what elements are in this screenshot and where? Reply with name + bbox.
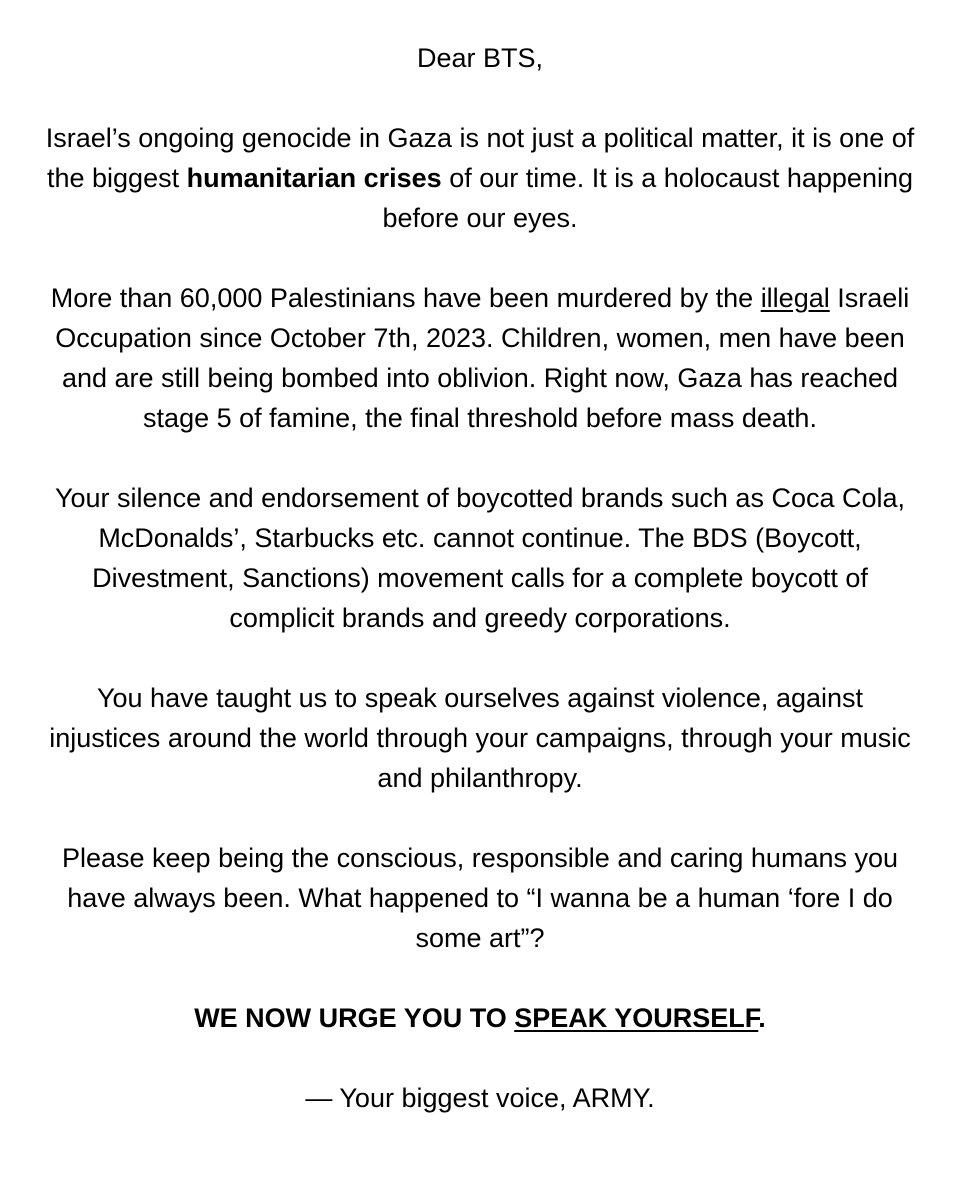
paragraph-genocide	[40, 118, 920, 238]
paragraph-casualties-text-a: More than 60,000 Palestinians have been murdered by the	[50, 283, 761, 313]
speak-yourself-underlined: SPEAK YOURSELF	[514, 1003, 759, 1033]
urge-text-b: .	[758, 1003, 766, 1033]
urge-statement	[40, 998, 920, 1038]
letter-greeting: Dear BTS,	[416, 43, 544, 73]
paragraph-genocide-text-a: Israel’s ongoing genocide in Gaza is not just a political matter, it is one of the biggest	[45, 123, 915, 193]
humanitarian-crises-emphasis: humanitarian crises	[186, 163, 442, 193]
paragraph-casualties-text-b: Israeli Occupation since October 7th, 2023. Children, women, men have been and are still being bombed into oblivion. Right now, Gaza has reached stage 5 of famine, the final threshold before mass death.	[55, 283, 910, 433]
letter-signature: — Your biggest voice, ARMY.	[305, 1083, 655, 1113]
illegal-underlined-word: illegal	[760, 283, 830, 313]
paragraph-plea: Please keep being the conscious, responsible and caring humans you have always been. What happened to “I wanna be a human ‘fore I do some art”?	[61, 843, 899, 953]
paragraph-casualties	[40, 278, 920, 438]
paragraph-taught-us: You have taught us to speak ourselves against violence, against injustices around the world through your campaigns, through your music and philanthropy.	[49, 683, 911, 793]
paragraph-genocide-text-b: of our time. It is a holocaust happening before our eyes.	[382, 163, 913, 233]
urge-text-a: WE NOW URGE YOU TO	[194, 1003, 515, 1033]
paragraph-boycott: Your silence and endorsement of boycotted brands such as Coca Cola, McDonalds’, Starbucks etc. cannot continue. The BDS (Boycott, Divestment, Sanctions) movement calls for a complete boycott of complicit brands and greedy corporations.	[54, 483, 906, 633]
